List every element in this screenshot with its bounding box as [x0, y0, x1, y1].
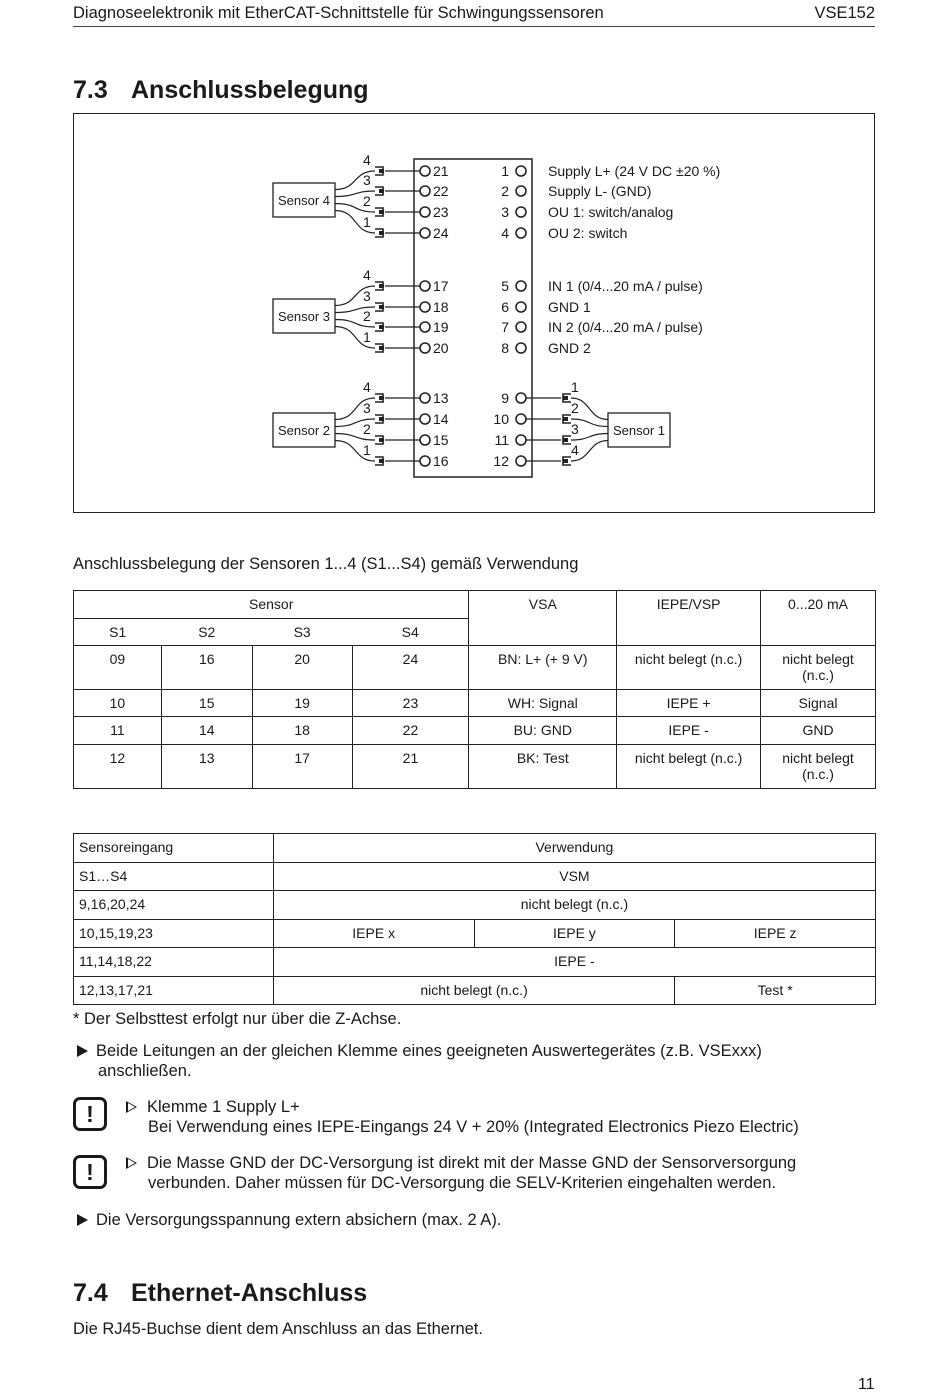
- supply-label: Supply L- (GND): [548, 183, 652, 199]
- col-s3: S3: [252, 619, 352, 646]
- plug-pin: [379, 325, 384, 329]
- terminal-circle: [516, 414, 526, 424]
- instruction-2-text: Die Versorgungsspannung extern absichern (max. 2 A).: [96, 1211, 502, 1229]
- table-row: [74, 976, 876, 1005]
- instruction-2: [77, 1210, 501, 1230]
- wire-number: 1: [363, 442, 371, 458]
- terminal-circle: [420, 228, 430, 238]
- input-label: GND 2: [548, 340, 591, 356]
- cell: 19: [252, 690, 352, 717]
- terminal-number: 7: [501, 319, 509, 335]
- instruction-1: [77, 1041, 762, 1061]
- terminal-circle: [420, 456, 430, 466]
- cell: 21: [352, 745, 469, 789]
- cell: nicht belegt (n.c.): [617, 646, 761, 690]
- terminal-circle: [516, 166, 526, 176]
- plug-pin: [379, 396, 384, 400]
- triangle-bullet-icon: [77, 1214, 88, 1226]
- section-title: Ethernet-Anschluss: [131, 1279, 368, 1307]
- terminal-circle: [420, 435, 430, 445]
- plug-pin: [379, 438, 384, 442]
- wire-number: 2: [363, 421, 371, 437]
- plug-pin: [563, 438, 568, 442]
- instruction-1-line-1: Beide Leitungen an der gleichen Klemme eines geeigneten Auswertegerätes (z.B. VSExxx): [96, 1042, 762, 1060]
- cell: 15: [161, 690, 252, 717]
- cell: IEPE -: [273, 948, 875, 977]
- cell: 18: [252, 717, 352, 745]
- plug-pin: [379, 459, 384, 463]
- terminal-number: 12: [493, 453, 509, 469]
- table-row: [74, 862, 876, 891]
- wire-number: 4: [363, 267, 371, 283]
- cell: 09: [74, 646, 162, 690]
- sensor-assignment-table: [73, 590, 876, 789]
- table-row: [74, 948, 876, 977]
- terminal-number: 17: [433, 278, 449, 294]
- terminal-number: 14: [433, 411, 449, 427]
- cell: 12,13,17,21: [74, 976, 274, 1005]
- terminal-number: 9: [501, 390, 509, 406]
- wire-number: 4: [571, 442, 579, 458]
- cell: 17: [252, 745, 352, 789]
- cell: 9,16,20,24: [74, 891, 274, 920]
- wire-number: 3: [571, 421, 579, 437]
- terminal-circle: [420, 207, 430, 217]
- warning-1-line-2: Bei Verwendung eines IEPE-Eingangs 24 V + 20% (Integrated Electronics Piezo Electric): [148, 1118, 799, 1136]
- col-s1: S1: [74, 619, 162, 646]
- terminal-number: 6: [501, 299, 509, 315]
- plug-pin: [379, 346, 384, 350]
- cell: 11,14,18,22: [74, 948, 274, 977]
- header-title: Diagnoseelektronik mit EtherCAT-Schnittstelle für Schwingungssensoren: [73, 4, 604, 22]
- cell: 16: [161, 646, 252, 690]
- input-label: IN 1 (0/4...20 mA / pulse): [548, 278, 703, 294]
- header-model: VSE152: [814, 4, 875, 22]
- cell: 24: [352, 646, 469, 690]
- instruction-1-line-2: anschließen.: [98, 1062, 192, 1080]
- col-s2: S2: [161, 619, 252, 646]
- section-number: 7.4: [73, 1279, 108, 1307]
- cell: nicht belegt (n.c.): [761, 646, 876, 690]
- terminal-circle: [516, 228, 526, 238]
- terminal-number: 16: [433, 453, 449, 469]
- wire-number: 2: [363, 193, 371, 209]
- terminal-circle: [420, 414, 430, 424]
- cell: Signal: [761, 690, 876, 717]
- page-number: 11: [858, 1376, 875, 1393]
- plug-pin: [563, 459, 568, 463]
- wire-number: 2: [363, 308, 371, 324]
- cell: BU: GND: [469, 717, 617, 745]
- sensor-4-label: Sensor 4: [277, 193, 331, 208]
- terminal-circle: [516, 456, 526, 466]
- plug-pin: [379, 231, 384, 235]
- table-row: [74, 891, 876, 920]
- header-sensoreingang: Sensoreingang: [74, 834, 274, 863]
- section-title: Anschlussbelegung: [131, 76, 369, 104]
- terminal-number: 10: [493, 411, 509, 427]
- cell: S1…S4: [74, 862, 274, 891]
- header-rule: [73, 26, 875, 27]
- cell: WH: Signal: [469, 690, 617, 717]
- terminal-number: 4: [501, 225, 509, 241]
- sensor-header: Sensor: [74, 591, 469, 619]
- input-label: IN 2 (0/4...20 mA / pulse): [548, 319, 703, 335]
- terminal-number: 11: [494, 432, 509, 448]
- terminal-circle: [420, 186, 430, 196]
- plug-pin: [379, 210, 384, 214]
- terminal-circle: [420, 322, 430, 332]
- terminal-circle: [420, 343, 430, 353]
- input-label: GND 1: [548, 299, 591, 315]
- terminal-circle: [516, 343, 526, 353]
- cell: IEPE x: [273, 919, 474, 948]
- cell: nicht belegt (n.c.): [617, 745, 761, 789]
- cell: 10,15,19,23: [74, 919, 274, 948]
- sensor-1-label: Sensor 1: [612, 423, 666, 438]
- supply-label: OU 1: switch/analog: [548, 204, 674, 220]
- cell: IEPE z: [675, 919, 876, 948]
- section-heading-7-4: [73, 1279, 367, 1308]
- wire-number: 2: [571, 400, 579, 416]
- terminal-number: 5: [501, 278, 509, 294]
- plug-pin: [379, 189, 384, 193]
- warning-1: [126, 1097, 300, 1117]
- wire-number: 4: [363, 152, 371, 168]
- terminal-circle: [516, 207, 526, 217]
- col-s4: S4: [352, 619, 469, 646]
- terminal-circle: [516, 435, 526, 445]
- terminal-number: 15: [433, 432, 449, 448]
- plug-pin: [379, 284, 384, 288]
- cell: 23: [352, 690, 469, 717]
- cell: 10: [74, 690, 162, 717]
- terminal-circle: [516, 322, 526, 332]
- cell: 20: [252, 646, 352, 690]
- use-header-ma: 0...20 mA: [761, 591, 876, 646]
- wiring-diagram: [73, 113, 875, 513]
- terminal-number: 13: [433, 390, 449, 406]
- terminal-number: 2: [501, 183, 509, 199]
- wire-number: 4: [363, 379, 371, 395]
- table-row: [74, 646, 876, 690]
- cell: nicht belegt (n.c.): [273, 976, 674, 1005]
- sensor-input-usage-table: [73, 833, 876, 1005]
- cell: 13: [161, 745, 252, 789]
- terminal-circle: [420, 393, 430, 403]
- cell: 14: [161, 717, 252, 745]
- cell: BN: L+ (+ 9 V): [469, 646, 617, 690]
- plug-pin: [563, 417, 568, 421]
- supply-label: OU 2: switch: [548, 225, 628, 241]
- terminal-number: 24: [433, 225, 449, 241]
- cell: 11: [74, 717, 162, 745]
- cell: nicht belegt (n.c.): [761, 745, 876, 789]
- terminal-number: 1: [501, 163, 509, 179]
- terminal-circle: [420, 281, 430, 291]
- terminal-number: 19: [433, 319, 449, 335]
- cell: 22: [352, 717, 469, 745]
- terminal-number: 22: [433, 183, 449, 199]
- warning-2-line-1: Die Masse GND der DC-Versorgung ist direkt mit der Masse GND der Sensorversorgung: [147, 1154, 797, 1172]
- plug-pin: [563, 396, 568, 400]
- warning-2: [126, 1153, 796, 1173]
- header-verwendung: Verwendung: [273, 834, 875, 863]
- wire-number: 1: [363, 214, 371, 230]
- table-row: [74, 717, 876, 745]
- terminal-number: 21: [433, 163, 449, 179]
- wire-number: 1: [363, 329, 371, 345]
- table-caption: Anschlussbelegung der Sensoren 1...4 (S1...S4) gemäß Verwendung: [73, 555, 579, 573]
- section-7-4-text: Die RJ45-Buchse dient dem Anschluss an das Ethernet.: [73, 1320, 483, 1338]
- warning-1-line-1: Klemme 1 Supply L+: [147, 1098, 300, 1116]
- exclamation-icon: !: [73, 1155, 107, 1189]
- wire-number: 3: [363, 400, 371, 416]
- terminal-number: 23: [433, 204, 449, 220]
- cell: GND: [761, 717, 876, 745]
- cell: nicht belegt (n.c.): [273, 891, 875, 920]
- cell: 12: [74, 745, 162, 789]
- cell: IEPE -: [617, 717, 761, 745]
- table-row: [74, 919, 876, 948]
- cell: IEPE y: [474, 919, 675, 948]
- terminal-circle: [420, 302, 430, 312]
- terminal-circle: [516, 393, 526, 403]
- terminal-number: 20: [433, 340, 449, 356]
- terminal-number: 3: [501, 204, 509, 220]
- terminal-circle: [420, 166, 430, 176]
- sensor-3-label: Sensor 3: [277, 309, 331, 324]
- cell: VSM: [273, 862, 875, 891]
- plug-pin: [379, 169, 384, 173]
- cell: IEPE +: [617, 690, 761, 717]
- cell: BK: Test: [469, 745, 617, 789]
- outline-triangle-icon: [126, 1101, 137, 1113]
- footnote: * Der Selbsttest erfolgt nur über die Z-Achse.: [73, 1010, 402, 1028]
- wire-number: 3: [363, 172, 371, 188]
- plug-pin: [379, 305, 384, 309]
- terminal-circle: [516, 302, 526, 312]
- terminal-number: 8: [501, 340, 509, 356]
- table-row: [74, 690, 876, 717]
- section-heading-7-3: [73, 76, 369, 105]
- sensor-2-label: Sensor 2: [277, 423, 331, 438]
- supply-label: Supply L+ (24 V DC ±20 %): [548, 163, 721, 179]
- terminal-block: [414, 159, 532, 477]
- terminal-number: 18: [433, 299, 449, 315]
- wire-number: 3: [363, 288, 371, 304]
- terminal-circle: [516, 186, 526, 196]
- triangle-bullet-icon: [77, 1045, 88, 1057]
- cell: Test *: [675, 976, 876, 1005]
- plug-pin: [379, 417, 384, 421]
- use-header-vsa: VSA: [469, 591, 617, 646]
- section-number: 7.3: [73, 76, 108, 104]
- table-row: [74, 745, 876, 789]
- terminal-circle: [516, 281, 526, 291]
- wire-number: 1: [571, 379, 579, 395]
- exclamation-icon: !: [73, 1097, 107, 1131]
- outline-triangle-icon: [126, 1157, 137, 1169]
- use-header-iepe: IEPE/VSP: [617, 591, 761, 646]
- warning-2-line-2: verbunden. Daher müssen für DC-Versorgung die SELV-Kriterien eingehalten werden.: [148, 1174, 776, 1192]
